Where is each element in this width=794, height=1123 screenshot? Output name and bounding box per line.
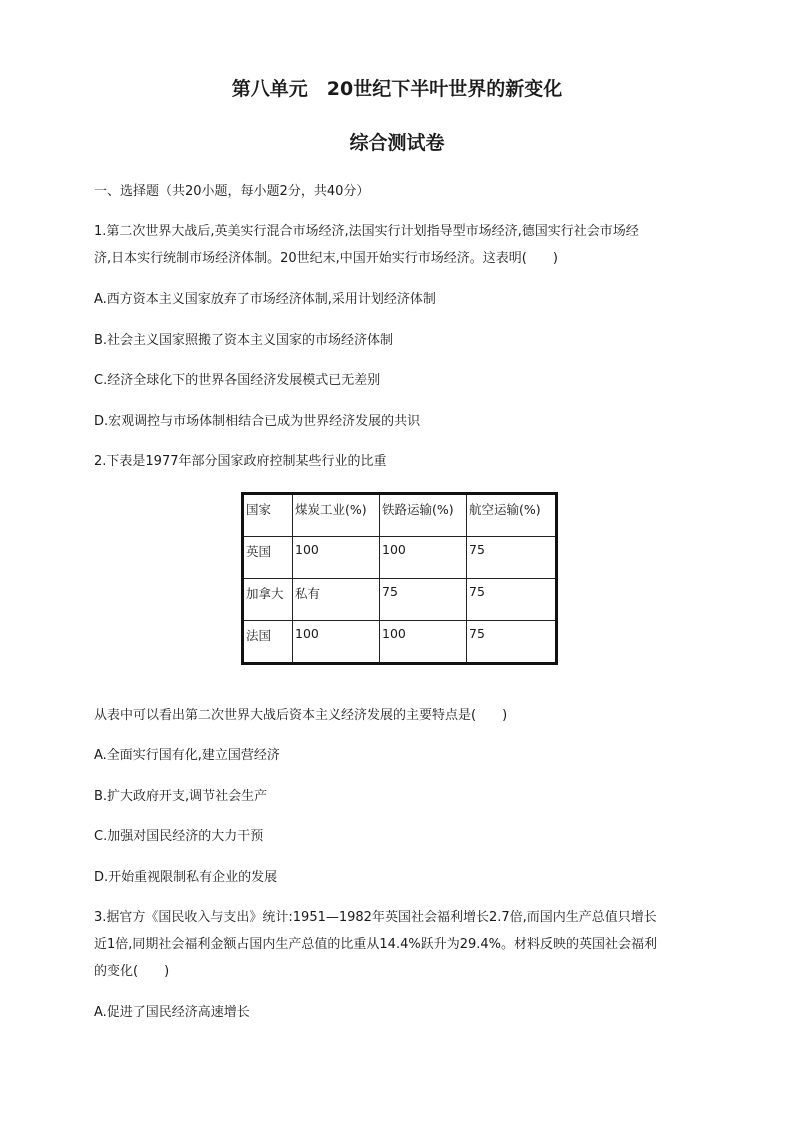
q1-option-d: D.宏观调控与市场体制相结合已成为世界经济发展的共识 [94,414,421,429]
table-cell: 100 [380,537,467,579]
table-cell: 法国 [243,621,293,664]
page-subtitle: 综合测试卷 [349,132,445,154]
table-cell: 100 [293,621,380,664]
table-row [243,621,557,664]
table-cell: 加拿大 [243,579,293,621]
q2-stem: 2.下表是1977年部分国家政府控制某些行业的比重 [94,454,387,469]
q2-option-a: A.全面实行国有化,建立国营经济 [94,748,280,763]
table-header-cell: 煤炭工业(%) [293,494,380,537]
table-header-cell: 铁路运输(%) [380,494,467,537]
q1-stem-line2: 济,日本实行统制市场经济体制。20世纪末,中国开始实行市场经济。这表明( ) [94,251,558,266]
q1-option-c: C.经济全球化下的世界各国经济发展模式已无差别 [94,373,381,388]
q1-option-b: B.社会主义国家照搬了资本主义国家的市场经济体制 [94,333,394,348]
table-cell: 75 [467,621,557,664]
table-cell: 75 [380,579,467,621]
q3-stem-line2: 近1倍,同期社会福利金额占国内生产总值的比重从14.4%跃升为29.4%。材料反映的英国社会福利 [94,937,657,952]
q3-stem-line1: 3.据官方《国民收入与支出》统计:1951—1982年英国社会福利增长2.7倍,而国内生产总值只增长 [94,910,657,925]
table-header-cell: 国家 [243,494,293,537]
table-cell: 75 [467,537,557,579]
table-cell: 75 [467,579,557,621]
q2-option-c: C.加强对国民经济的大力干预 [94,829,264,844]
q3-option-a: A.促进了国民经济高速增长 [94,1005,250,1020]
q1-option-a: A.西方资本主义国家放弃了市场经济体制,采用计划经济体制 [94,292,436,307]
table-cell: 100 [293,537,380,579]
table-cell: 英国 [243,537,293,579]
table-cell: 私有 [293,579,380,621]
page-title: 第八单元 20世纪下半叶世界的新变化 [231,78,563,100]
section-heading: 一、选择题（共20小题，每小题2分，共40分） [94,184,370,199]
table-header-cell: 航空运输(%) [467,494,557,537]
table-row [243,537,557,579]
industry-control-table [241,492,558,665]
q2-option-d: D.开始重视限制私有企业的发展 [94,870,278,885]
q3-stem-line3: 的变化( ) [94,964,170,979]
q2-question: 从表中可以看出第二次世界大战后资本主义经济发展的主要特点是( ) [94,708,508,723]
q2-option-b: B.扩大政府开支,调节社会生产 [94,789,268,804]
table-cell: 100 [380,621,467,664]
table-row [243,579,557,621]
q1-stem-line1: 1.第二次世界大战后,英美实行混合市场经济,法国实行计划指导型市场经济,德国实行社会市场经 [94,224,639,239]
table-header-row [243,494,557,537]
